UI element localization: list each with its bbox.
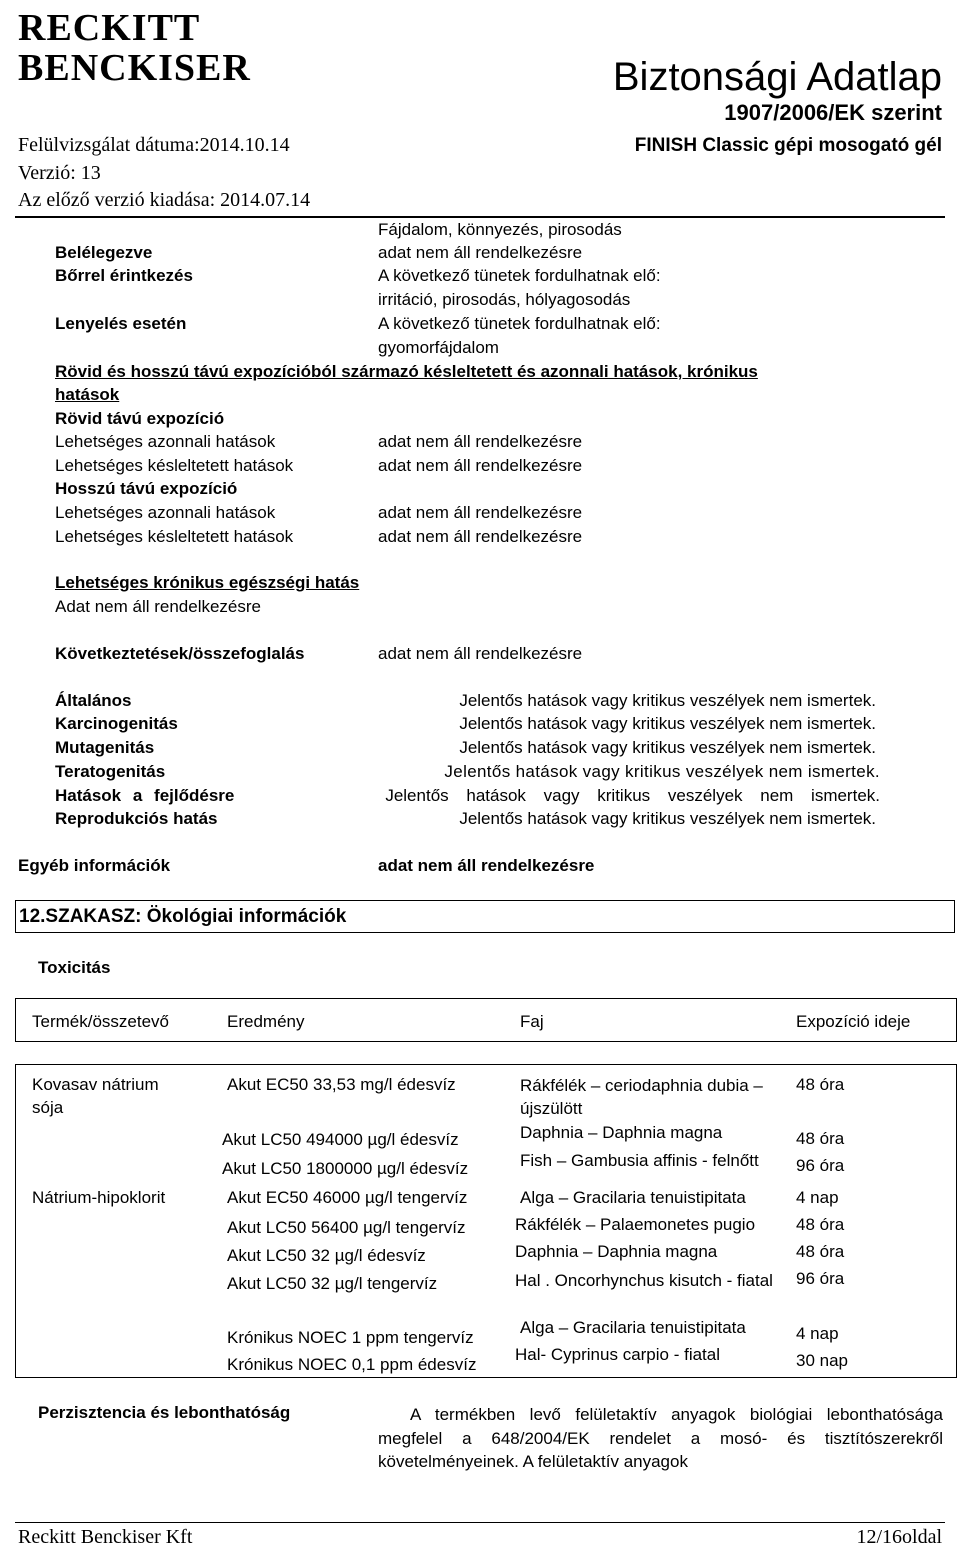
effects-heading-2: hatások: [55, 385, 120, 404]
long-delayed-label: Lehetséges késleltetett hatások: [55, 527, 294, 546]
company-logo: [18, 8, 251, 88]
chronic-heading: Lehetséges krónikus egészségi hatás: [55, 573, 360, 592]
persistence-label: Perzisztencia és lebonthatóság: [38, 1403, 291, 1422]
natrium-exposure-4: 96 óra: [796, 1269, 845, 1288]
hazard-label-reproduction: Reprodukciós hatás: [55, 809, 218, 828]
hazard-value-general: Jelentős hatások vagy kritikus veszélyek nem ismertek.: [459, 691, 876, 710]
footer-divider: [15, 1522, 945, 1523]
footer-company: Reckitt Benckiser Kft: [18, 1526, 193, 1548]
natrium-species-5: Alga – Gracilaria tenuistipitata: [520, 1318, 746, 1337]
short-delayed-label: Lehetséges késleltetett hatások: [55, 456, 294, 475]
col-result: Eredmény: [227, 1012, 305, 1031]
hazard-label-mutagenicity: Mutagenitás: [55, 738, 155, 757]
kovasav-result-1: Akut EC50 33,53 mg/l édesvíz: [227, 1075, 456, 1094]
conclusion-label: Következtetések/összefoglalás: [55, 644, 305, 663]
hazard-value-teratogenicity: Jelentős hatások vagy kritikus veszélyek nem ismertek.: [444, 762, 880, 781]
col-exposure: Expozíció ideje: [796, 1012, 911, 1031]
kovasav-species-1: Rákfélék – ceriodaphnia dubia – újszülött: [520, 1076, 763, 1118]
ingestion-value-1: A következő tünetek fordulhatnak elő:: [378, 314, 661, 333]
natrium-exposure-1: 4 nap: [796, 1188, 839, 1207]
kovasav-result-2: Akut LC50 494000 µg/l édesvíz: [222, 1130, 459, 1149]
hazard-value-carcinogenicity: Jelentős hatások vagy kritikus veszélyek nem ismertek.: [459, 714, 876, 733]
hazard-value-development: Jelentős hatások vagy kritikus veszélyek nem ismertek.: [385, 786, 880, 805]
revision-date: Felülvizsgálat dátuma:2014.10.14: [18, 134, 290, 156]
persistence-text: A termékben levő felületaktív anyagok biológiai lebonthatósága megfelel a 648/2004/EK rendelet a mosó- és tisztítószerekről követelményeinek. A felületaktív anyagok: [378, 1405, 943, 1471]
natrium-species-4: Hal . Oncorhynchus kisutch - fiatal: [515, 1271, 773, 1290]
natrium-result-5: Krónikus NOEC 1 ppm tengervíz: [227, 1328, 474, 1347]
skin-value-2: irritáció, pirosodás, hólyagosodás: [378, 290, 631, 309]
conclusion-value: adat nem áll rendelkezésre: [378, 644, 583, 663]
col-species: Faj: [520, 1012, 544, 1031]
natrium-exposure-5: 4 nap: [796, 1324, 839, 1343]
toxicity-heading: Toxicitás: [38, 958, 111, 977]
hazard-label-carcinogenicity: Karcinogenitás: [55, 714, 178, 733]
ingestion-label: Lenyelés esetén: [55, 314, 187, 333]
kovasav-result-3: Akut LC50 1800000 µg/l édesvíz: [222, 1159, 469, 1178]
short-term-heading: Rövid távú expozíció: [55, 409, 225, 428]
product-kovasav: Kovasav nátrium sója: [32, 1075, 159, 1117]
natrium-species-2: Rákfélék – Palaemonetes pugio: [515, 1215, 756, 1234]
natrium-exposure-3: 48 óra: [796, 1242, 845, 1261]
hazard-value-reproduction: Jelentős hatások vagy kritikus veszélyek nem ismertek.: [459, 809, 876, 828]
natrium-exposure-6: 30 nap: [796, 1351, 848, 1370]
kovasav-species-2: Daphnia – Daphnia magna: [520, 1123, 723, 1142]
tox-table-body: [15, 1064, 957, 1378]
kovasav-exposure-1: 48 óra: [796, 1075, 845, 1094]
skin-value-1: A következő tünetek fordulhatnak elő:: [378, 266, 661, 285]
tox-table-header: [15, 998, 957, 1042]
natrium-result-1: Akut EC50 46000 µg/l tengervíz: [227, 1188, 468, 1207]
long-delayed-value: adat nem áll rendelkezésre: [378, 527, 583, 546]
other-info-value: adat nem áll rendelkezésre: [378, 856, 595, 875]
short-delayed-value: adat nem áll rendelkezésre: [378, 456, 583, 475]
long-immediate-value: adat nem áll rendelkezésre: [378, 503, 583, 522]
page-number: 12/16oldal: [856, 1526, 942, 1548]
kovasav-species-3: Fish – Gambusia affinis - felnőtt: [520, 1151, 759, 1170]
logo-line-1: RECKITT: [18, 7, 201, 49]
skin-label: Bőrrel érintkezés: [55, 266, 193, 285]
chronic-value: Adat nem áll rendelkezésre: [55, 597, 262, 616]
product-natrium: Nátrium-hipoklorit: [32, 1188, 166, 1207]
natrium-exposure-2: 48 óra: [796, 1215, 845, 1234]
natrium-species-1: Alga – Gracilaria tenuistipitata: [520, 1188, 746, 1207]
long-immediate-label: Lehetséges azonnali hatások: [55, 503, 276, 522]
short-immediate-label: Lehetséges azonnali hatások: [55, 432, 276, 451]
inhalation-value: adat nem áll rendelkezésre: [378, 243, 583, 262]
natrium-species-3: Daphnia – Daphnia magna: [515, 1242, 718, 1261]
header-divider: [15, 216, 945, 218]
section-12-header: [15, 900, 955, 933]
natrium-result-6: Krónikus NOEC 0,1 ppm édesvíz: [227, 1355, 477, 1374]
section-12-title: 12.SZAKASZ: Ökológiai információk: [19, 906, 347, 927]
natrium-species-6: Hal- Cyprinus carpio - fiatal: [515, 1345, 721, 1364]
natrium-result-2: Akut LC50 56400 µg/l tengervíz: [227, 1218, 466, 1237]
kovasav-exposure-3: 96 óra: [796, 1156, 845, 1175]
hazard-label-teratogenicity: Teratogenitás: [55, 762, 166, 781]
natrium-result-3: Akut LC50 32 µg/l édesvíz: [227, 1246, 426, 1265]
regulation: 1907/2006/EK szerint: [724, 100, 942, 125]
effects-heading: Rövid és hosszú távú expozícióból származó késleltetett és azonnali hatások, krónikus: [55, 362, 758, 381]
hazard-value-mutagenicity: Jelentős hatások vagy kritikus veszélyek nem ismertek.: [459, 738, 876, 757]
product-name: FINISH Classic gépi mosogató gél: [634, 135, 942, 156]
version: Verzió: 13: [18, 162, 101, 184]
kovasav-exposure-2: 48 óra: [796, 1129, 845, 1148]
other-info-label: Egyéb információk: [18, 856, 171, 875]
previous-version: Az előző verzió kiadása: 2014.07.14: [18, 189, 311, 211]
short-immediate-value: adat nem áll rendelkezésre: [378, 432, 583, 451]
hazard-label-development: Hatások a fejlődésre: [55, 786, 235, 805]
eye-symptoms: Fájdalom, könnyezés, pirosodás: [378, 220, 622, 239]
col-product: Termék/összetevő: [32, 1012, 169, 1031]
logo-line-2: BENCKISER: [18, 47, 251, 89]
natrium-result-4: Akut LC50 32 µg/l tengervíz: [227, 1274, 438, 1293]
ingestion-value-2: gyomorfájdalom: [378, 338, 499, 357]
inhalation-label: Belélegezve: [55, 243, 153, 262]
doc-title: Biztonsági Adatlap: [612, 55, 942, 99]
long-term-heading: Hosszú távú expozíció: [55, 479, 238, 498]
hazard-label-general: Általános: [55, 691, 132, 710]
